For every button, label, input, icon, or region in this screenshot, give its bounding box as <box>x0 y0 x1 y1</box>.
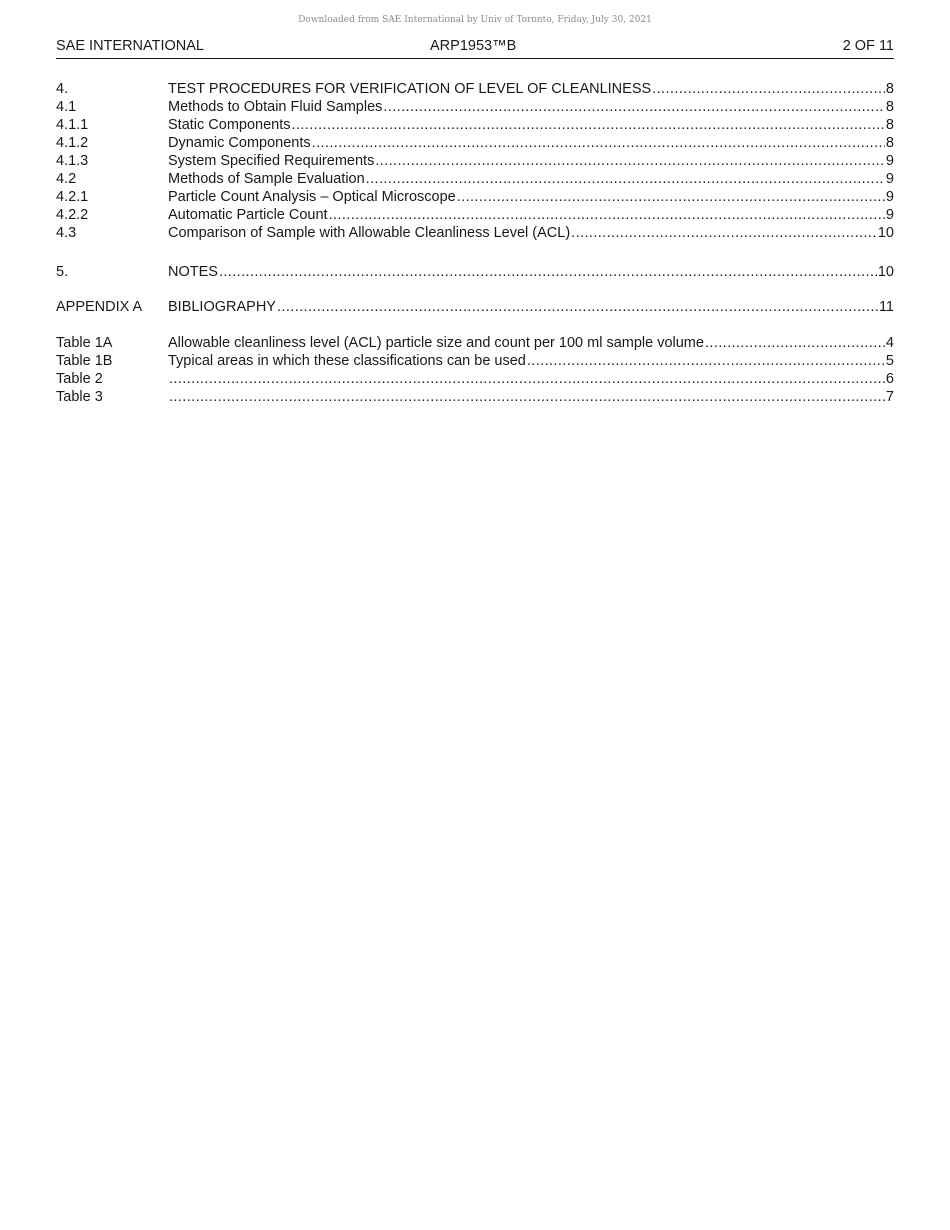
table-page: 7 <box>885 389 894 405</box>
toc-entry-line <box>168 116 894 134</box>
toc-entry <box>56 298 894 316</box>
toc-entry-title: TEST PROCEDURES FOR VERIFICATION OF LEVEL OF CLEANLINESS <box>168 81 652 97</box>
toc-entry-title: NOTES <box>168 264 218 280</box>
list-of-tables-entry <box>56 370 894 388</box>
toc-entry <box>56 116 894 134</box>
dot-leader <box>329 206 885 224</box>
toc-entry-number: 4.2.2 <box>56 207 89 223</box>
table-title: Allowable cleanliness level (ACL) particle size and count per 100 ml sample volume <box>168 335 704 351</box>
toc-entry-page: 8 <box>885 81 894 97</box>
toc-entry-page: 8 <box>885 99 894 115</box>
list-of-tables-entry <box>56 388 894 406</box>
dot-leader <box>292 116 885 134</box>
dot-leader <box>312 134 885 152</box>
toc-entry-title: System Specified Requirements <box>168 153 375 169</box>
toc-entry-line <box>168 206 894 224</box>
dot-leader <box>169 370 885 388</box>
toc-entry-title: Methods of Sample Evaluation <box>168 171 365 187</box>
toc-entry <box>56 263 894 281</box>
toc-entry <box>56 188 894 206</box>
dot-leader <box>652 80 885 98</box>
table-number: Table 1B <box>56 353 113 369</box>
toc-entry-number: 4.1 <box>56 99 77 115</box>
toc-entry-title: BIBLIOGRAPHY <box>168 299 276 315</box>
toc-entry-line <box>168 98 894 116</box>
dot-leader <box>527 352 885 370</box>
toc-entry-number: 4.2.1 <box>56 189 89 205</box>
page-header <box>56 38 894 59</box>
toc-entry-number: 4.1.3 <box>56 153 89 169</box>
dot-leader <box>219 263 877 281</box>
toc-entry-title: Automatic Particle Count <box>168 207 328 223</box>
toc-entry <box>56 98 894 116</box>
toc-entry <box>56 134 894 152</box>
toc-entry-page: 10 <box>877 225 894 241</box>
table-entry-line <box>168 352 894 370</box>
table-entry-line <box>168 334 894 352</box>
section-spacer <box>56 281 894 298</box>
toc-entry-number: APPENDIX A <box>56 299 143 315</box>
table-title: Typical areas in which these classifications can be used <box>168 353 526 369</box>
dot-leader <box>366 170 885 188</box>
table-entry-line <box>168 370 894 388</box>
toc-entry-number: 4.1.2 <box>56 135 89 151</box>
toc-entry-page: 9 <box>885 171 894 187</box>
list-of-tables-entry <box>56 352 894 370</box>
toc-entry-title: Static Components <box>168 117 291 133</box>
dot-leader <box>375 152 885 170</box>
table-number: Table 1A <box>56 335 113 351</box>
toc-entry <box>56 224 894 242</box>
toc-entry-page: 9 <box>885 207 894 223</box>
dot-leader <box>571 224 877 242</box>
list-of-tables-entry <box>56 334 894 352</box>
toc-entry-line <box>168 263 894 281</box>
toc-entry-line <box>168 224 894 242</box>
toc-entry-number: 4.3 <box>56 225 77 241</box>
table-number: Table 3 <box>56 389 103 405</box>
toc-entry-page: 11 <box>878 299 894 315</box>
header-organization: SAE INTERNATIONAL <box>56 38 204 54</box>
toc-entry-number: 4. <box>56 81 69 97</box>
toc-entry-title: Dynamic Components <box>168 135 311 151</box>
toc-entry-number: 4.1.1 <box>56 117 89 133</box>
table-of-contents <box>56 80 894 406</box>
dot-leader <box>705 334 885 352</box>
toc-entry-line <box>168 152 894 170</box>
header-document-number: ARP1953™B <box>430 38 517 54</box>
toc-entry-title: Comparison of Sample with Allowable Cleanliness Level (ACL) <box>168 225 571 241</box>
toc-entry-page: 8 <box>885 117 894 133</box>
dot-leader <box>457 188 885 206</box>
toc-entry-page: 9 <box>885 189 894 205</box>
toc-entry-number: 5. <box>56 264 69 280</box>
dot-leader <box>169 388 885 406</box>
table-number: Table 2 <box>56 371 103 387</box>
table-page: 4 <box>885 335 894 351</box>
toc-entry-title: Particle Count Analysis – Optical Microscope <box>168 189 456 205</box>
toc-entry-line <box>168 188 894 206</box>
toc-entry-line <box>168 298 894 316</box>
download-watermark: Downloaded from SAE International by Univ of Toronto, Friday, July 30, 2021 <box>298 15 652 25</box>
dot-leader <box>277 298 878 316</box>
table-page: 5 <box>885 353 894 369</box>
toc-entry-number: 4.2 <box>56 171 77 187</box>
toc-entry-title: Methods to Obtain Fluid Samples <box>168 99 383 115</box>
toc-entry <box>56 170 894 188</box>
table-page: 6 <box>885 371 894 387</box>
section-spacer <box>56 242 894 263</box>
toc-entry-page: 10 <box>877 264 894 280</box>
toc-entry <box>56 152 894 170</box>
dot-leader <box>383 98 885 116</box>
toc-entry-line <box>168 170 894 188</box>
toc-entry-page: 8 <box>885 135 894 151</box>
toc-entry-line <box>168 134 894 152</box>
toc-entry <box>56 80 894 98</box>
header-page-number: 2 OF 11 <box>842 38 894 54</box>
section-spacer <box>56 316 894 334</box>
toc-entry-line <box>168 80 894 98</box>
toc-entry <box>56 206 894 224</box>
table-entry-line <box>168 388 894 406</box>
toc-entry-page: 9 <box>885 153 894 169</box>
